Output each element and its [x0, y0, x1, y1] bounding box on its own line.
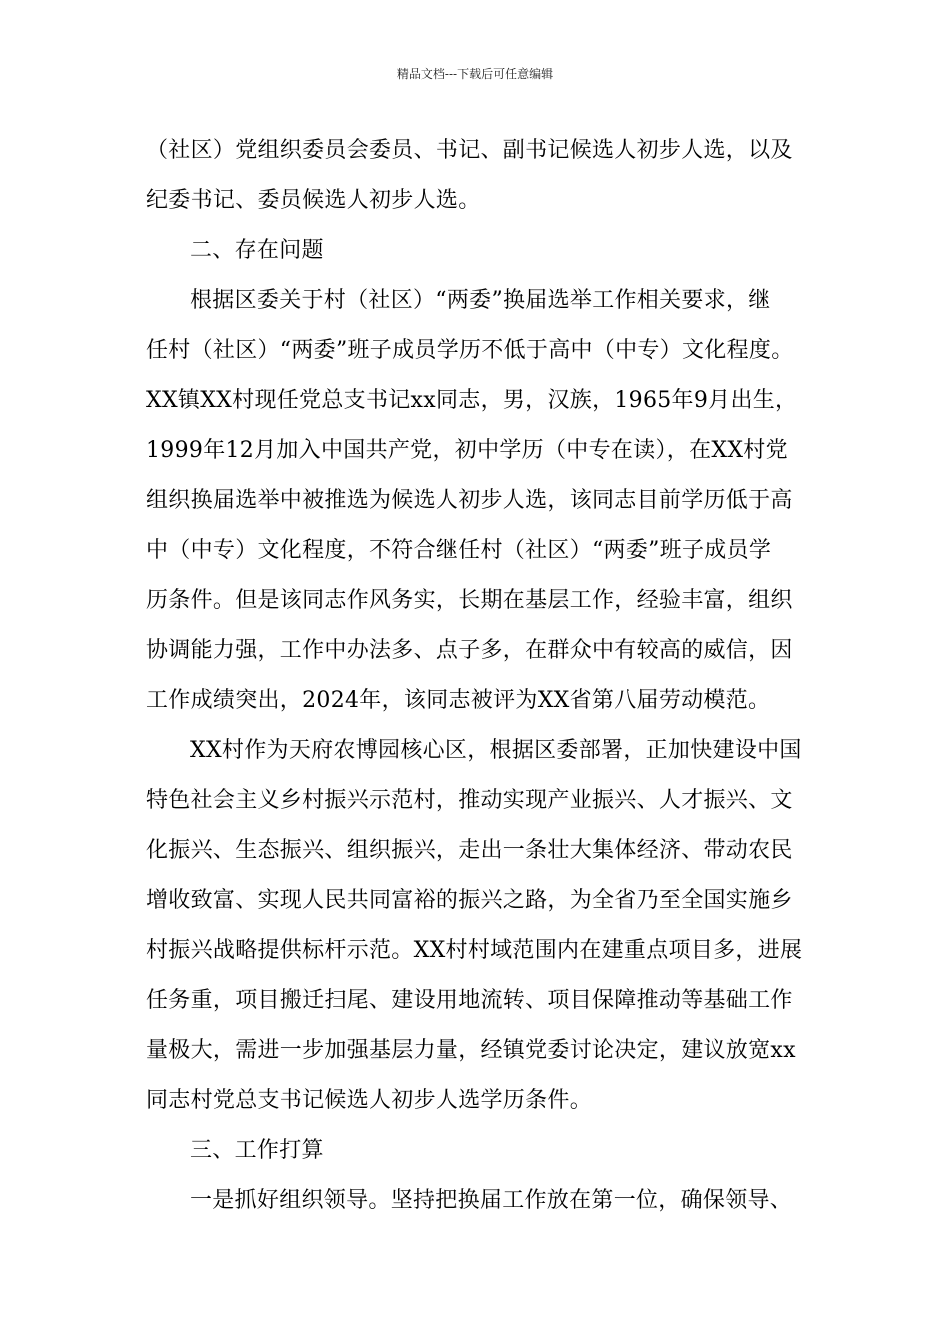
page-header: 精品文档---下载后可任意编辑: [396, 67, 554, 81]
text-line: 任村（社区）“两委”班子成员学历不低于高中（中专）文化程度。: [146, 338, 794, 363]
text-line: 根据区委关于村（社区）“两委”换届选举工作相关要求，继: [190, 288, 771, 313]
text-line: 组织换届选举中被推选为候选人初步人选，该同志目前学历低于高: [146, 488, 793, 513]
text-line: （社区）党组织委员会委员、书记、副书记候选人初步人选，以及: [146, 138, 793, 163]
text-line: 增收致富、实现人民共同富裕的振兴之路，为全省乃至全国实施乡: [146, 888, 793, 913]
text-line: 1999年12月加入中国共产党，初中学历（中专在读），在XX村党: [146, 438, 788, 463]
text-line: 工作成绩突出，2024年，该同志被评为XX省第八届劳动模范。: [146, 688, 771, 713]
text-line: XX镇XX村现任党总支书记xx同志，男，汉族，1965年9月出生，: [146, 388, 798, 413]
text-line: XX村作为天府农博园核心区，根据区委部署，正加快建设中国: [190, 738, 802, 763]
text-line: 一是抓好组织领导。坚持把换届工作放在第一位，确保领导、: [190, 1188, 793, 1213]
text-line: 同志村党总支书记候选人初步人选学历条件。: [146, 1088, 593, 1113]
text-line: 化振兴、生态振兴、组织振兴，走出一条壮大集体经济、带动农民: [146, 838, 793, 863]
text-line: 任务重，项目搬迁扫尾、建设用地流转、项目保障推动等基础工作: [146, 988, 793, 1013]
text-line: 特色社会主义乡村振兴示范村，推动实现产业振兴、人才振兴、文: [146, 788, 793, 813]
text-line: 纪委书记、委员候选人初步人选。: [146, 188, 481, 213]
text-line: 协调能力强，工作中办法多、点子多，在群众中有较高的威信，因: [146, 638, 793, 663]
document-body: [146, 126, 806, 1226]
text-line: 量极大，需进一步加强基层力量，经镇党委讨论决定，建议放宽xx: [146, 1038, 796, 1063]
text-line: 二、存在问题: [190, 238, 324, 263]
text-line: 历条件。但是该同志作风务实，长期在基层工作，经验丰富，组织: [146, 588, 793, 613]
text-line: 三、工作打算: [190, 1138, 324, 1163]
text-line: 村振兴战略提供标杆示范。XX村村域范围内在建重点项目多，进展: [146, 938, 803, 963]
text-line: 中（中专）文化程度，不符合继任村（社区）“两委”班子成员学: [146, 538, 772, 563]
